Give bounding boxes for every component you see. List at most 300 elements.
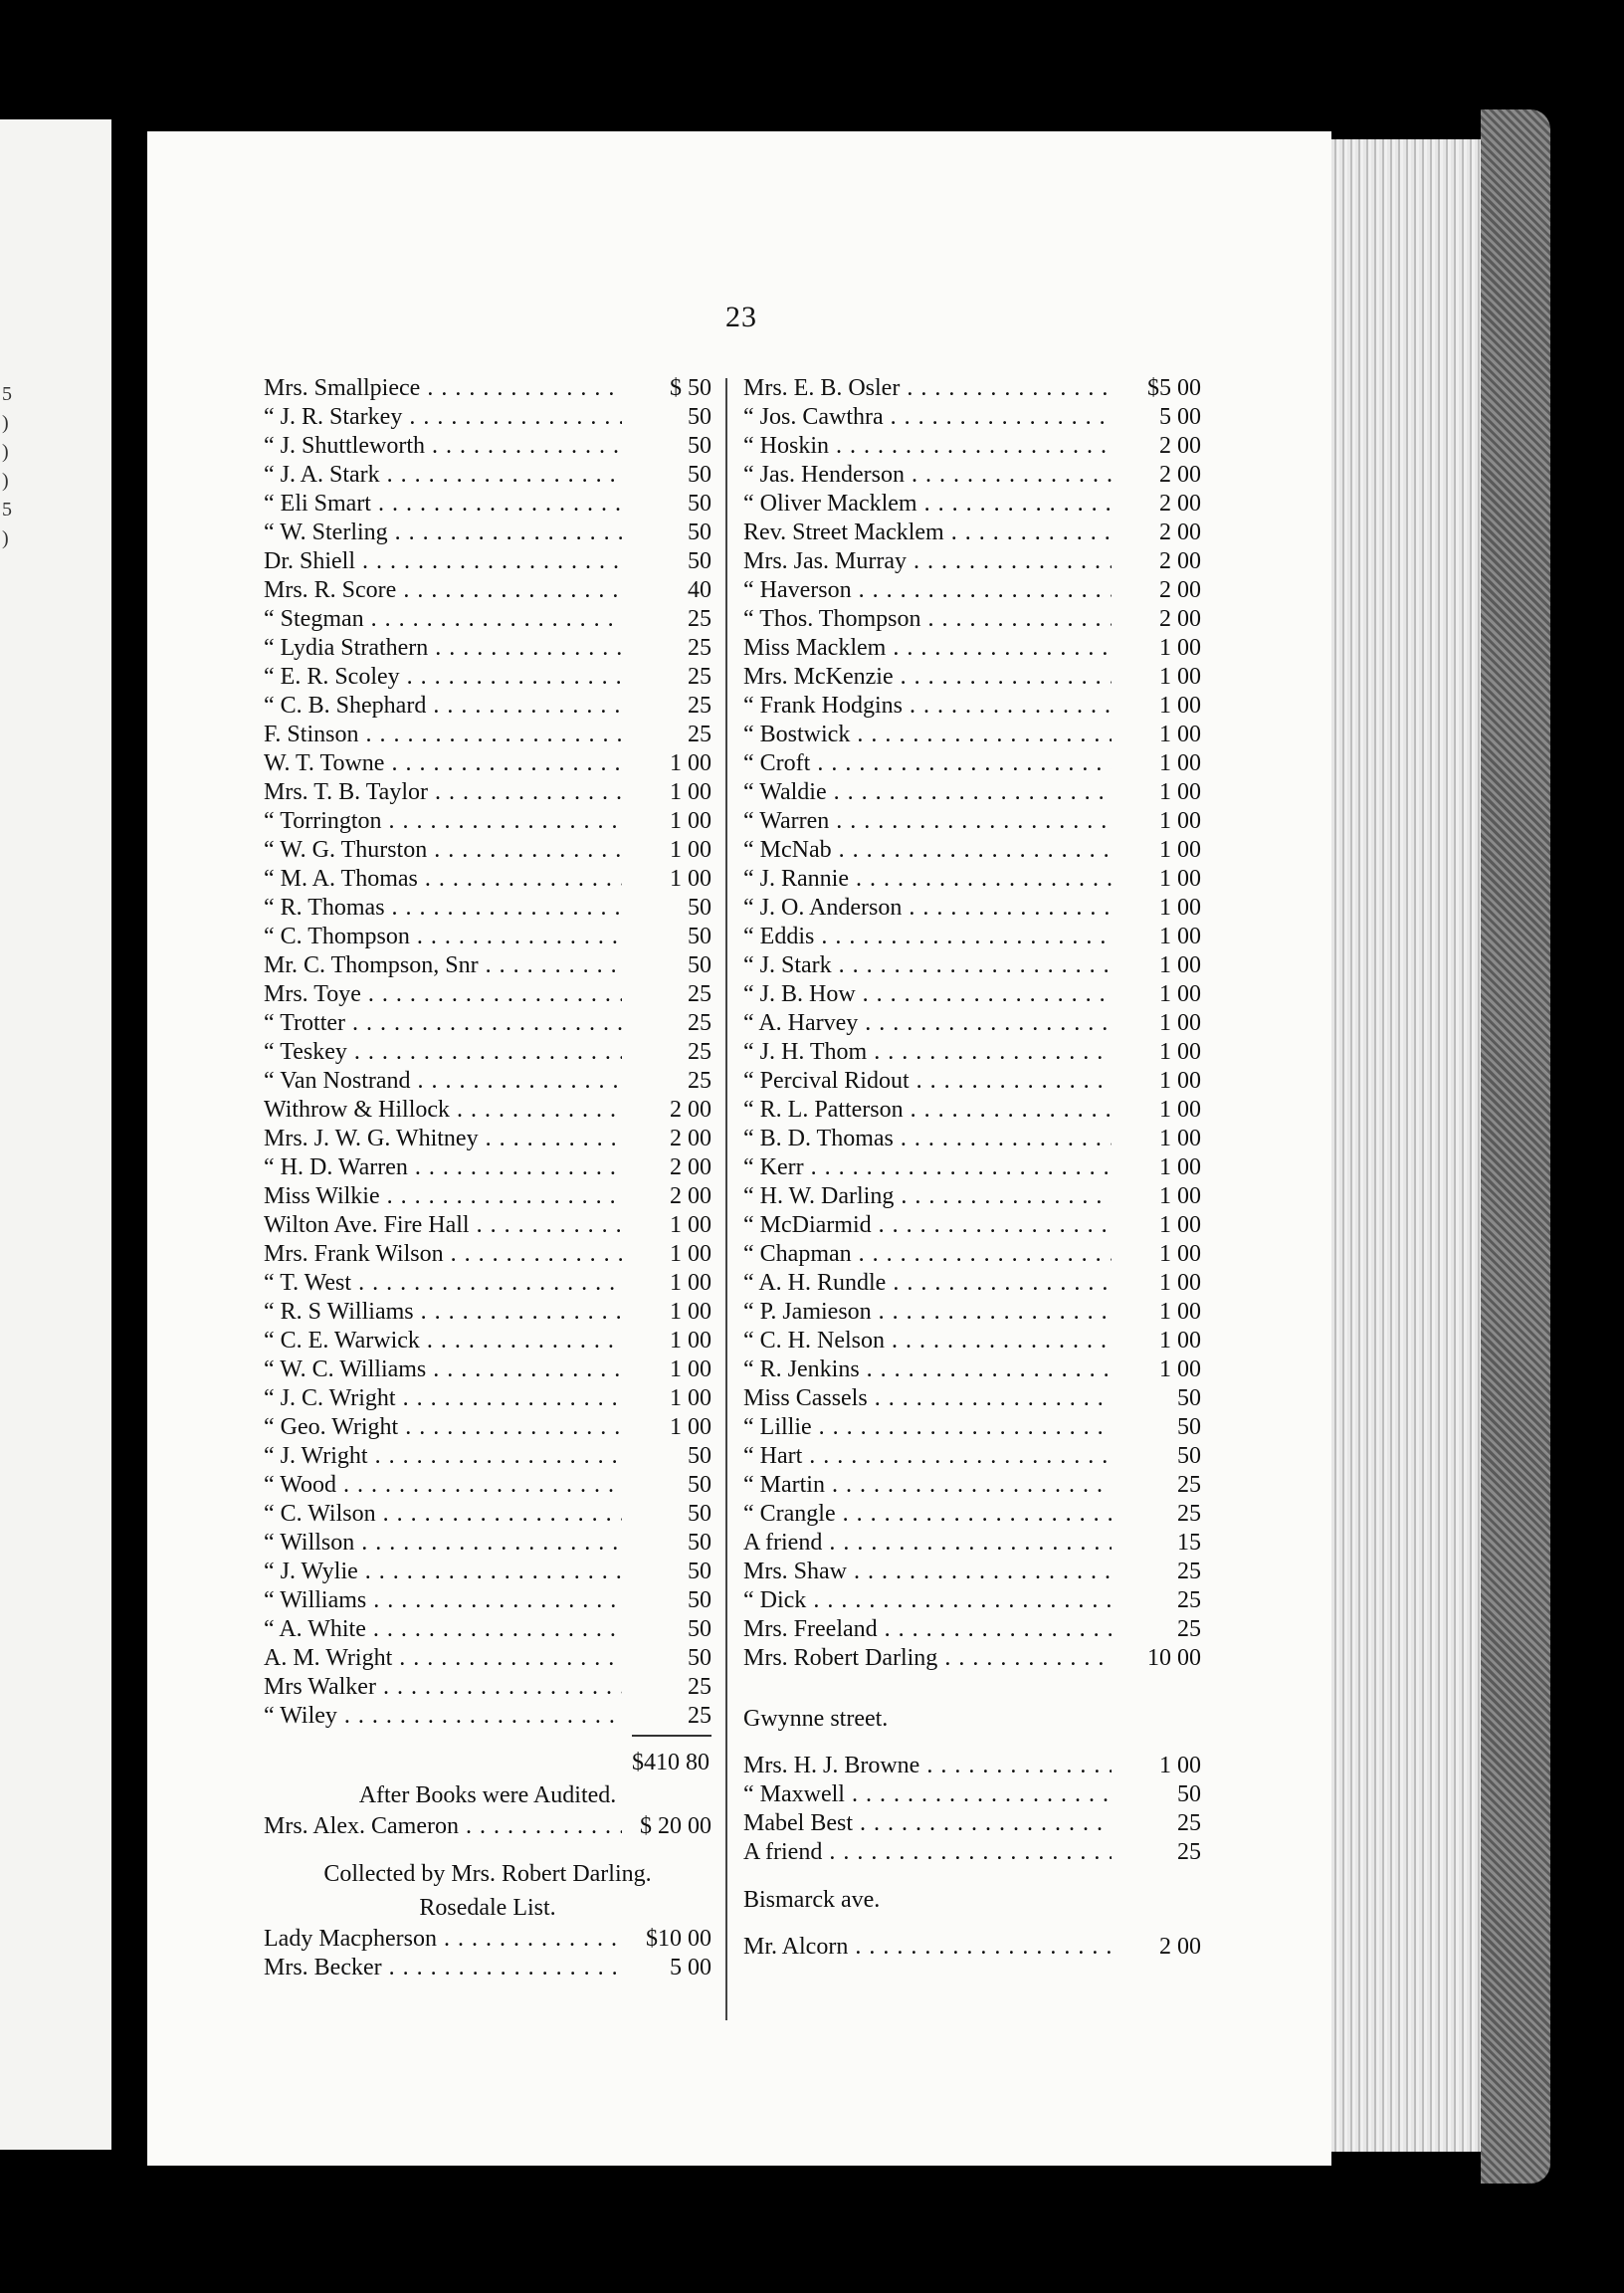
entry-name: “ Oliver Macklem . . .	[743, 490, 1112, 519]
entry-amount: 50	[688, 1587, 711, 1613]
entry-name: “ C. E. Warwick . . .	[264, 1327, 622, 1355]
entry-amount: 2 00	[670, 1183, 711, 1209]
list-item	[264, 432, 711, 461]
list-item	[264, 692, 711, 721]
entry-amount: $5 00	[1147, 375, 1201, 401]
list-item	[264, 778, 711, 807]
entry-name: Mrs Walker . . .	[264, 1673, 622, 1702]
list-item	[264, 1125, 711, 1153]
entry-name: “ J. O. Anderson . . .	[743, 894, 1112, 923]
facing-page-mark: )	[2, 470, 9, 492]
list-item	[743, 1413, 1201, 1442]
entry-amount: 1 00	[670, 1356, 711, 1382]
entry-amount: 50	[1177, 1414, 1201, 1440]
list-item	[743, 1009, 1201, 1038]
list-item	[264, 1529, 711, 1558]
list-item	[743, 1471, 1201, 1500]
entry-name: “ Williams . . .	[264, 1586, 622, 1615]
entry-name: “ Van Nostrand . . .	[264, 1067, 622, 1096]
entry-name: “ Maxwell . . .	[743, 1780, 1112, 1809]
list-item	[743, 778, 1201, 807]
entry-amount: 1 00	[1159, 635, 1201, 661]
entry-name: “ B. D. Thomas . . .	[743, 1125, 1112, 1153]
entry-name: Wilton Ave. Fire Hall . . .	[264, 1211, 622, 1240]
list-item	[264, 1702, 711, 1731]
list-item	[264, 865, 711, 894]
entry-name: “ H. W. Darling . . .	[743, 1182, 1112, 1211]
left-column	[264, 374, 711, 1982]
list-item	[743, 1240, 1201, 1269]
entry-amount: 25	[1177, 1472, 1201, 1498]
entry-amount: 1 00	[1159, 981, 1201, 1007]
entry-amount: 25	[688, 1674, 711, 1700]
entry-name: “ Jas. Henderson . . .	[743, 461, 1112, 490]
entry-name: “ Croft . . .	[743, 749, 1112, 778]
right-column	[743, 374, 1201, 1962]
list-item	[264, 1153, 711, 1182]
list-item	[743, 1615, 1201, 1644]
facing-page-mark: )	[2, 412, 9, 434]
entry-amount: $ 50	[670, 375, 711, 401]
left-total: $410 80	[632, 1750, 710, 1775]
entry-name: “ Warren . . .	[743, 807, 1112, 836]
entry-amount: 25	[1177, 1616, 1201, 1642]
list-item	[264, 605, 711, 634]
list-item	[743, 692, 1201, 721]
entry-amount: 50	[688, 895, 711, 921]
entry-name: “ J. R. Starkey . . .	[264, 403, 622, 432]
entry-name: Mr. C. Thompson, Snr . . .	[264, 951, 622, 980]
entry-amount: 2 00	[1159, 548, 1201, 574]
list-item	[264, 1240, 711, 1269]
entry-amount: 1 00	[1159, 1356, 1201, 1382]
entry-name: Mrs. Frank Wilson . . .	[264, 1240, 622, 1269]
entry-amount: 50	[688, 1472, 711, 1498]
facing-page-mark: )	[2, 527, 9, 549]
entry-name: Withrow & Hillock . . .	[264, 1096, 622, 1125]
entry-amount: 1 00	[1159, 866, 1201, 892]
facing-page-mark: 5	[2, 383, 12, 405]
entry-amount: 25	[1177, 1559, 1201, 1584]
list-item	[743, 547, 1201, 576]
entry-amount: 2 00	[1159, 1934, 1201, 1960]
list-item	[264, 1182, 711, 1211]
list-item	[743, 1125, 1201, 1153]
list-item	[264, 951, 711, 980]
list-item	[264, 1038, 711, 1067]
list-item	[743, 374, 1201, 403]
facing-page-edge	[0, 119, 111, 2150]
entry-amount: 1 00	[1159, 1183, 1201, 1209]
entry-amount: 50	[688, 1616, 711, 1642]
list-item	[264, 1009, 711, 1038]
entry-name: Mr. Alcorn . . .	[743, 1933, 1112, 1962]
entry-name: “ Wiley . . .	[264, 1702, 622, 1731]
list-item	[743, 951, 1201, 980]
entry-amount: 1 00	[1159, 1299, 1201, 1325]
list-item	[264, 1471, 711, 1500]
entry-name: “ McDiarmid . . .	[743, 1211, 1112, 1240]
entry-amount: 1 00	[670, 750, 711, 776]
entry-amount: 2 00	[670, 1126, 711, 1151]
list-item	[743, 1933, 1201, 1962]
entry-name: Mrs. Freeland . . .	[743, 1615, 1112, 1644]
list-item	[743, 807, 1201, 836]
entry-amount: 50	[688, 1530, 711, 1556]
list-item	[264, 1413, 711, 1442]
list-item	[743, 1182, 1201, 1211]
entry-amount: 2 00	[1159, 491, 1201, 517]
entry-amount: 2 00	[670, 1154, 711, 1180]
gwynne-heading: Gwynne street.	[743, 1706, 889, 1732]
rosedale-entries	[264, 1925, 711, 1982]
entry-amount: 50	[688, 433, 711, 459]
entry-name: “ C. H. Nelson . . .	[743, 1327, 1112, 1355]
gwynne-entries	[743, 1752, 1201, 1867]
entry-amount: 1 00	[1159, 924, 1201, 949]
list-item	[264, 1500, 711, 1529]
list-item	[743, 1586, 1201, 1615]
entry-name: “ W. G. Thurston . . .	[264, 836, 622, 865]
entry-name: Miss Wilkie . . .	[264, 1182, 622, 1211]
entry-name: “ W. Sterling . . .	[264, 519, 622, 547]
list-item	[743, 1153, 1201, 1182]
entry-name: “ Wood . . .	[264, 1471, 622, 1500]
entry-amount: 25	[688, 635, 711, 661]
left-entries	[264, 374, 711, 1731]
page-number: 23	[725, 301, 757, 333]
entry-name: “ Martin . . .	[743, 1471, 1112, 1500]
entry-name: A. M. Wright . . .	[264, 1644, 622, 1673]
entry-name: “ J. A. Stark . . .	[264, 461, 622, 490]
list-item	[743, 1211, 1201, 1240]
entry-name: “ A. White . . .	[264, 1615, 622, 1644]
list-item	[264, 923, 711, 951]
entry-amount: 1 00	[1159, 664, 1201, 690]
entry-name: Mrs. Robert Darling . . .	[743, 1644, 1112, 1673]
entry-name: “ R. Jenkins . . .	[743, 1355, 1112, 1384]
list-item	[264, 1211, 711, 1240]
entry-amount: 50	[1177, 1781, 1201, 1807]
entry-name: “ Eddis . . .	[743, 923, 1112, 951]
entry-amount: 50	[688, 952, 711, 978]
entry-name: “ J. H. Thom . . .	[743, 1038, 1112, 1067]
entry-amount: 1 00	[1159, 1010, 1201, 1036]
entry-amount: 1 00	[670, 808, 711, 834]
entry-amount: 5 00	[1159, 404, 1201, 430]
list-item	[264, 1615, 711, 1644]
list-item	[264, 1644, 711, 1673]
entry-name: Rev. Street Macklem . . .	[743, 519, 1112, 547]
entry-amount: 1 00	[1159, 1270, 1201, 1296]
entry-name: “ Bostwick . . .	[743, 721, 1112, 749]
list-item	[264, 980, 711, 1009]
entry-amount: 25	[688, 693, 711, 719]
entry-name: Mrs. Jas. Murray . . .	[743, 547, 1112, 576]
list-item	[264, 1067, 711, 1096]
entry-name: “ R. Thomas . . .	[264, 894, 622, 923]
entry-amount: 1 00	[1159, 722, 1201, 747]
entry-amount: 10 00	[1147, 1645, 1201, 1671]
total-rule	[632, 1735, 711, 1737]
list-item	[743, 1644, 1201, 1673]
list-item	[743, 1355, 1201, 1384]
entry-amount: 1 00	[1159, 779, 1201, 805]
list-item	[743, 663, 1201, 692]
list-item	[264, 1586, 711, 1615]
entry-name: “ Haverson . . .	[743, 576, 1112, 605]
entry-amount: 50	[688, 1501, 711, 1527]
entry-amount: 50	[688, 1443, 711, 1469]
entry-name: “ J. Shuttleworth . . .	[264, 432, 622, 461]
entry-name: Mrs. R. Score . . .	[264, 576, 622, 605]
book-cover-cloth	[1481, 109, 1550, 2184]
entry-name: “ Hoskin . . .	[743, 432, 1112, 461]
list-item	[743, 634, 1201, 663]
list-item	[743, 923, 1201, 951]
list-item	[264, 634, 711, 663]
entry-name: “ Teskey . . .	[264, 1038, 622, 1067]
entry-amount: 1 00	[670, 1270, 711, 1296]
list-item	[743, 1780, 1201, 1809]
entry-name: Miss Cassels . . .	[743, 1384, 1112, 1413]
entry-name: A friend . . .	[743, 1838, 1112, 1867]
entry-name: Mrs. H. J. Browne . . .	[743, 1752, 1112, 1780]
rosedale-heading: Rosedale List.	[419, 1895, 556, 1921]
entry-amount: 25	[688, 1039, 711, 1065]
list-item	[743, 865, 1201, 894]
list-item	[264, 461, 711, 490]
entry-name: Mrs. Alex. Cameron . . .	[264, 1812, 622, 1841]
entry-amount: 1 00	[1159, 1212, 1201, 1238]
list-item	[264, 1355, 711, 1384]
entry-amount: 2 00	[1159, 577, 1201, 603]
entry-amount: 1 00	[670, 837, 711, 863]
list-item	[264, 749, 711, 778]
list-item	[743, 1067, 1201, 1096]
entry-name: Mrs. McKenzie . . .	[743, 663, 1112, 692]
entry-name: “ J. Wright . . .	[264, 1442, 622, 1471]
list-item	[743, 1500, 1201, 1529]
entry-amount: 25	[688, 981, 711, 1007]
entry-amount: 1 00	[1159, 1068, 1201, 1094]
entry-amount: 25	[1177, 1810, 1201, 1836]
list-item	[264, 519, 711, 547]
entry-amount: 25	[1177, 1587, 1201, 1613]
list-item	[743, 1529, 1201, 1558]
entry-amount: 1 00	[1159, 1328, 1201, 1354]
entry-amount: 50	[688, 462, 711, 488]
after-audit-heading: After Books were Audited.	[358, 1782, 617, 1808]
entry-amount: 1 00	[1159, 1039, 1201, 1065]
list-item	[264, 1673, 711, 1702]
entry-amount: 50	[1177, 1443, 1201, 1469]
list-item	[264, 1442, 711, 1471]
list-item	[743, 1298, 1201, 1327]
list-item	[743, 432, 1201, 461]
entry-amount: 1 00	[1159, 1753, 1201, 1778]
entry-amount: 1 00	[1159, 1154, 1201, 1180]
entry-name: “ Thos. Thompson . . .	[743, 605, 1112, 634]
entry-amount: 2 00	[1159, 433, 1201, 459]
entry-name: “ Eli Smart . . .	[264, 490, 622, 519]
entry-name: “ Frank Hodgins . . .	[743, 692, 1112, 721]
list-item	[264, 1925, 711, 1954]
entry-name: “ J. Wylie . . .	[264, 1558, 622, 1586]
entry-amount: 1 00	[1159, 693, 1201, 719]
entry-name: Mrs. T. B. Taylor . . .	[264, 778, 622, 807]
list-item	[264, 807, 711, 836]
list-item	[743, 403, 1201, 432]
facing-page-mark: )	[2, 441, 9, 463]
entry-name: “ J. Stark . . .	[743, 951, 1112, 980]
list-item	[264, 576, 711, 605]
list-item	[743, 836, 1201, 865]
list-item	[264, 663, 711, 692]
entry-amount: 50	[688, 1645, 711, 1671]
entry-amount: 1 00	[1159, 895, 1201, 921]
entry-name: “ C. Wilson . . .	[264, 1500, 622, 1529]
entry-name: “ Willson . . .	[264, 1529, 622, 1558]
entry-amount: 1 00	[670, 1414, 711, 1440]
entry-amount: 50	[688, 520, 711, 545]
entry-name: “ J. C. Wright . . .	[264, 1384, 622, 1413]
list-item	[743, 1096, 1201, 1125]
list-item	[264, 1954, 711, 1982]
entry-name: “ M. A. Thomas . . .	[264, 865, 622, 894]
entry-amount: 1 00	[670, 1212, 711, 1238]
entry-name: “ Chapman . . .	[743, 1240, 1112, 1269]
entry-amount: 2 00	[1159, 462, 1201, 488]
entry-name: Mrs. J. W. G. Whitney . . .	[264, 1125, 622, 1153]
list-item	[743, 980, 1201, 1009]
list-item	[743, 519, 1201, 547]
entry-name: “ A. H. Rundle . . .	[743, 1269, 1112, 1298]
collected-heading: Collected by Mrs. Robert Darling.	[323, 1861, 652, 1887]
list-item	[743, 749, 1201, 778]
entry-amount: 25	[688, 664, 711, 690]
list-item	[743, 490, 1201, 519]
list-item	[743, 605, 1201, 634]
list-item	[264, 836, 711, 865]
entry-amount: $ 20 00	[640, 1813, 711, 1839]
entry-name: “ T. West . . .	[264, 1269, 622, 1298]
entry-name: “ J. Rannie . . .	[743, 865, 1112, 894]
entry-amount: 50	[688, 491, 711, 517]
entry-name: “ McNab . . .	[743, 836, 1112, 865]
entry-amount: $10 00	[646, 1926, 711, 1952]
entry-amount: 50	[688, 1559, 711, 1584]
entry-amount: 50	[688, 548, 711, 574]
entry-name: “ C. Thompson . . .	[264, 923, 622, 951]
bismarck-heading: Bismarck ave.	[743, 1887, 881, 1913]
entry-amount: 1 00	[1159, 952, 1201, 978]
entry-amount: 1 00	[1159, 808, 1201, 834]
entry-name: “ R. L. Patterson . . .	[743, 1096, 1112, 1125]
entry-amount: 1 00	[1159, 1126, 1201, 1151]
list-item	[264, 894, 711, 923]
list-item	[743, 1558, 1201, 1586]
entry-name: “ P. Jamieson . . .	[743, 1298, 1112, 1327]
entry-amount: 1 00	[1159, 1241, 1201, 1267]
page-edges	[1331, 139, 1481, 2152]
list-item	[264, 1558, 711, 1586]
list-item	[264, 1384, 711, 1413]
entry-amount: 25	[688, 1010, 711, 1036]
facing-page-mark: 5	[2, 499, 12, 521]
list-item	[264, 490, 711, 519]
entry-name: “ Kerr . . .	[743, 1153, 1112, 1182]
entry-name: “ Geo. Wright . . .	[264, 1413, 622, 1442]
list-item	[743, 1442, 1201, 1471]
entry-name: Miss Macklem . . .	[743, 634, 1112, 663]
entry-amount: 1 00	[1159, 837, 1201, 863]
right-entries	[743, 374, 1201, 1673]
entry-amount: 1 00	[1159, 750, 1201, 776]
entry-amount: 25	[1177, 1839, 1201, 1865]
list-item	[264, 403, 711, 432]
entry-amount: 1 00	[1159, 1097, 1201, 1123]
facing-page-marks	[2, 380, 16, 553]
entry-name: “ J. B. How . . .	[743, 980, 1112, 1009]
list-item	[743, 894, 1201, 923]
list-item	[264, 547, 711, 576]
entry-name: “ Hart . . .	[743, 1442, 1112, 1471]
entry-name: Dr. Shiell . . .	[264, 547, 622, 576]
entry-amount: 25	[1177, 1501, 1201, 1527]
list-item	[264, 721, 711, 749]
list-item	[743, 1838, 1201, 1867]
list-item	[743, 1327, 1201, 1355]
bismarck-entries	[743, 1933, 1201, 1962]
entry-amount: 1 00	[670, 1328, 711, 1354]
entry-amount: 1 00	[670, 866, 711, 892]
entry-name: Lady Macpherson . . .	[264, 1925, 622, 1954]
entry-name: “ Percival Ridout . . .	[743, 1067, 1112, 1096]
list-item	[264, 1327, 711, 1355]
entry-amount: 5 00	[670, 1955, 711, 1980]
entry-amount: 2 00	[1159, 520, 1201, 545]
entry-name: W. T. Towne . . .	[264, 749, 622, 778]
entry-name: “ Stegman . . .	[264, 605, 622, 634]
list-item	[264, 374, 711, 403]
entry-name: “ Lillie . . .	[743, 1413, 1112, 1442]
entry-name: “ H. D. Warren . . .	[264, 1153, 622, 1182]
list-item	[264, 1269, 711, 1298]
entry-name: “ Waldie . . .	[743, 778, 1112, 807]
entry-amount: 2 00	[670, 1097, 711, 1123]
entry-name: Mrs. Toye . . .	[264, 980, 622, 1009]
entry-amount: 2 00	[1159, 606, 1201, 632]
entry-name: “ Lydia Strathern . . .	[264, 634, 622, 663]
list-item	[743, 461, 1201, 490]
list-item	[743, 1384, 1201, 1413]
entry-amount: 50	[688, 924, 711, 949]
entry-amount: 25	[688, 722, 711, 747]
after-audit-entry	[264, 1812, 711, 1841]
entry-amount: 1 00	[670, 1385, 711, 1411]
entry-amount: 1 00	[670, 1299, 711, 1325]
entry-name: Mrs. Smallpiece . . .	[264, 374, 622, 403]
entry-amount: 25	[688, 606, 711, 632]
entry-name: “ Dick . . .	[743, 1586, 1112, 1615]
entry-name: “ C. B. Shephard . . .	[264, 692, 622, 721]
list-item	[743, 1752, 1201, 1780]
entry-name: “ Trotter . . .	[264, 1009, 622, 1038]
list-item	[264, 1298, 711, 1327]
entry-name: “ Torrington . . .	[264, 807, 622, 836]
entry-amount: 1 00	[670, 1241, 711, 1267]
